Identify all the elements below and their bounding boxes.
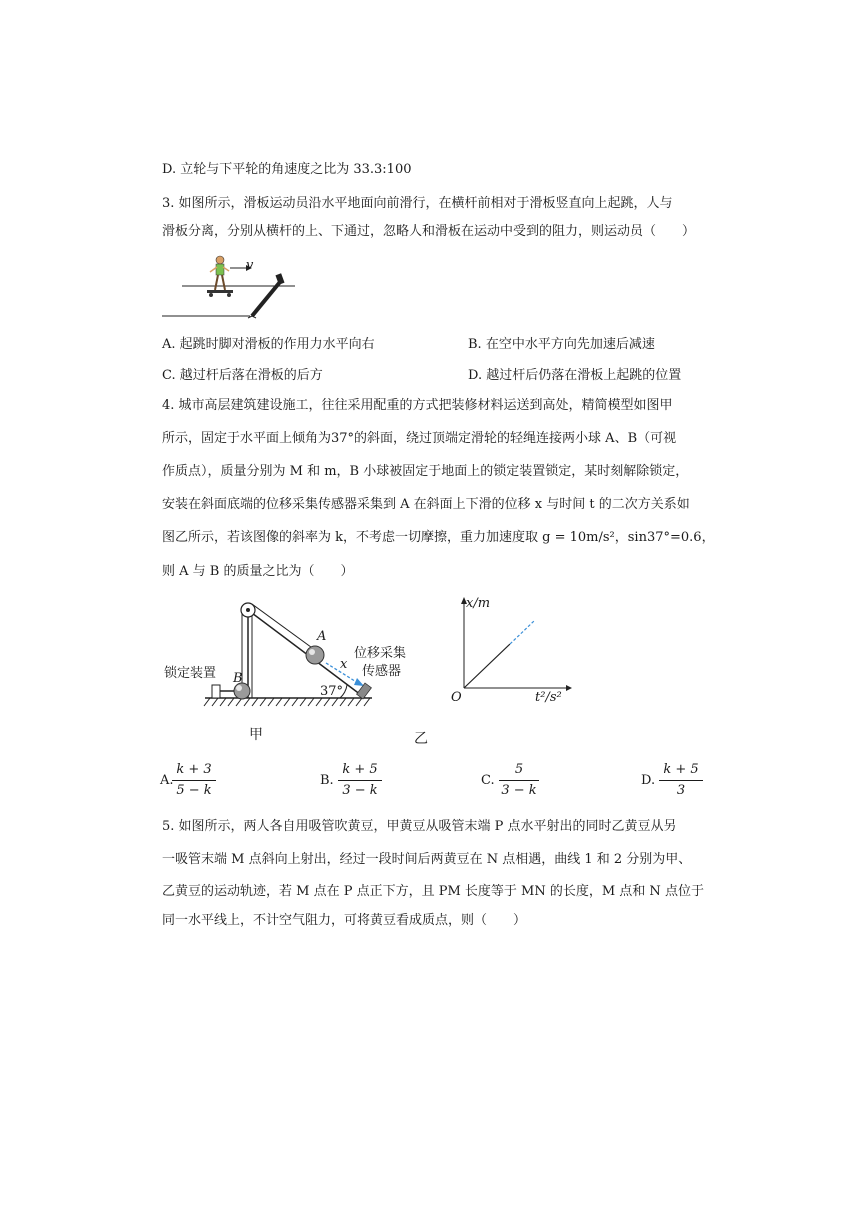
q4-label-a: A bbox=[317, 629, 327, 644]
q4-option-b-fraction bbox=[338, 762, 382, 799]
q4-option-c-numerator: 5 bbox=[514, 762, 524, 777]
q4-text-line-4: 安装在斜面底端的位移采集传感器采集到 A 在斜面上下滑的位移 x 与时间 t 的二次方关系如 bbox=[162, 497, 690, 512]
q4-axis-y-label: x/m bbox=[466, 596, 491, 611]
q4-option-a-fraction bbox=[172, 762, 216, 799]
q4-option-d-label: D. bbox=[641, 773, 656, 788]
q4-option-d-numerator: k + 5 bbox=[663, 762, 699, 777]
q3-velocity-label: v bbox=[246, 258, 254, 273]
q4-label-x: x bbox=[340, 657, 348, 672]
q4-label-b: B bbox=[233, 671, 243, 686]
fraction-bar bbox=[172, 780, 216, 781]
q4-text-line-5: 图乙所示，若该图像的斜率为 k，不考虑一切摩擦，重力加速度取 g = 10m/s²，sin37°=0.6， bbox=[162, 530, 715, 545]
q3-option-b: B. 在空中水平方向先加速后减速 bbox=[468, 337, 655, 352]
q5-text-line-2: 一吸管末端 M 点斜向上射出，经过一段时间后两黄豆在 N 点相遇，曲线 1 和 2 分别为甲、 bbox=[162, 852, 692, 867]
q4-option-a-label: A. bbox=[160, 773, 174, 788]
q4-option-d-denominator: 3 bbox=[676, 783, 686, 798]
q4-text-line-1: 4. 城市高层建筑建设施工，往往采用配重的方式把装修材料运送到高处，精简模型如图甲 bbox=[162, 398, 673, 413]
q4-option-b-denominator: 3 − k bbox=[342, 783, 378, 798]
q4-caption-jia: 甲 bbox=[249, 727, 263, 743]
q4-text-line-2: 所示，固定于水平面上倾角为37°的斜面，绕过顶端定滑轮的轻绳连接两小球 A、B（可视 bbox=[162, 431, 677, 446]
q4-option-c-denominator: 3 − k bbox=[501, 783, 537, 798]
q4-axis-origin: O bbox=[451, 690, 462, 705]
q3-text-line-2: 滑板分离，分别从横杆的上、下通过，忽略人和滑板在运动中受到的阻力，则运动员（ ） bbox=[162, 224, 696, 239]
q4-text-line-3: 作质点），质量分别为 M 和 m，B 小球被固定于地面上的锁定装置锁定，某时刻解除锁定， bbox=[162, 464, 689, 479]
fraction-bar bbox=[659, 780, 703, 781]
q4-option-d-fraction bbox=[659, 762, 703, 799]
q4-axis-x-label: t²/s² bbox=[535, 690, 562, 705]
q4-label-sensor-2: 传感器 bbox=[362, 664, 402, 679]
q3-text-line-1: 3. 如图所示，滑板运动员沿水平地面向前滑行，在横杆前相对于滑板竖直向上起跳，人与 bbox=[162, 196, 673, 211]
fraction-bar bbox=[338, 780, 382, 781]
q3-option-d: D. 越过杆后仍落在滑板上起跳的位置 bbox=[468, 368, 682, 383]
q3-skateboard-figure bbox=[160, 252, 300, 322]
q4-option-a-numerator: k + 3 bbox=[176, 762, 212, 777]
q4-label-sensor-1: 位移采集 bbox=[354, 646, 407, 661]
q4-label-lock: 锁定装置 bbox=[164, 666, 217, 681]
q4-caption-yi: 乙 bbox=[414, 731, 428, 747]
q5-text-line-3: 乙黄豆的运动轨迹，若 M 点在 P 点正下方，且 PM 长度等于 MN 的长度，M 点和 N 点位于 bbox=[162, 884, 704, 899]
q4-option-c-label: C. bbox=[481, 773, 495, 788]
q2-option-d: D. 立轮与下平轮的角速度之比为 33.3:100 bbox=[162, 162, 412, 177]
q4-text-line-6: 则 A 与 B 的质量之比为（ ） bbox=[162, 564, 354, 579]
q4-option-b-label: B. bbox=[320, 773, 334, 788]
fraction-bar bbox=[499, 780, 539, 781]
q3-option-a: A. 起跳时脚对滑板的作用力水平向右 bbox=[162, 337, 375, 352]
q4-option-a-denominator: 5 − k bbox=[176, 783, 212, 798]
q4-option-b-numerator: k + 5 bbox=[342, 762, 378, 777]
q5-text-line-1: 5. 如图所示，两人各自用吸管吹黄豆，甲黄豆从吸管末端 P 点水平射出的同时乙黄豆从另 bbox=[162, 819, 677, 834]
q3-option-c: C. 越过杆后落在滑板的后方 bbox=[162, 368, 323, 383]
q4-option-c-fraction bbox=[499, 762, 539, 799]
q4-label-angle: 37° bbox=[320, 684, 344, 699]
q5-text-line-4: 同一水平线上，不计空气阻力，可将黄豆看成质点，则（ ） bbox=[162, 913, 527, 928]
